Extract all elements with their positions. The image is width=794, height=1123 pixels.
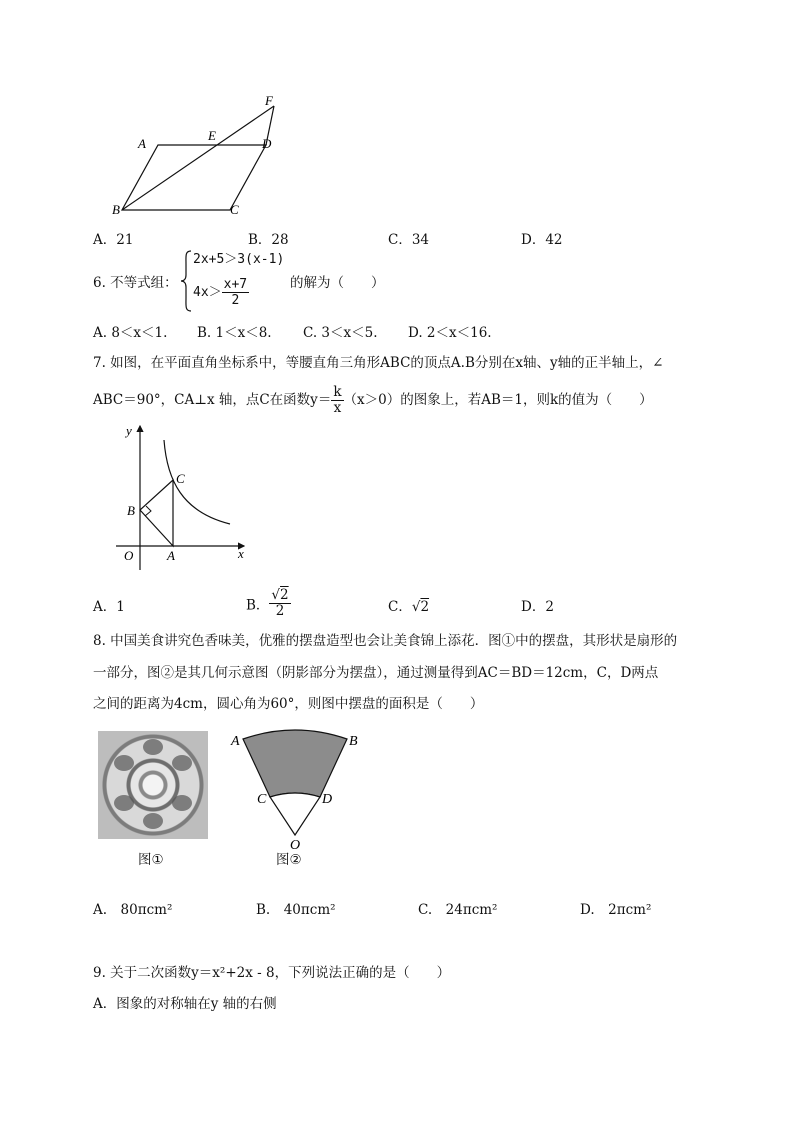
q8-option-d: D. 2πcm² bbox=[580, 902, 652, 918]
q6-line2 bbox=[193, 277, 249, 308]
q8-label-O: O bbox=[290, 838, 301, 850]
label-E: E bbox=[208, 128, 216, 143]
q6-frac-num: x+7 bbox=[223, 277, 248, 292]
q7-figure bbox=[112, 420, 262, 572]
q8-line3: 之间的距离为4cm，圆心角为60°，则图中摆盘的面积是（ ） bbox=[93, 696, 484, 712]
q7-option-c-radicand: 2 bbox=[420, 599, 430, 615]
q8-option-c: C. 24πcm² bbox=[418, 902, 498, 918]
q6-option-a: A. 8＜x＜1. bbox=[93, 325, 168, 341]
q6-suffix: 的解为（ ） bbox=[290, 275, 385, 291]
q7-frac-den: x bbox=[333, 400, 342, 416]
q7-label-x: x bbox=[238, 546, 244, 561]
q7-option-c-lead: C． bbox=[388, 599, 412, 615]
q5-option-d: D．42 bbox=[521, 232, 563, 248]
q6-frac-den: 2 bbox=[231, 293, 240, 308]
label-B: B bbox=[112, 202, 120, 217]
q9-line1: 9. 关于二次函数y＝x²+2x - 8，下列说法正确的是（ ） bbox=[93, 965, 451, 981]
q7-line1: 7. 如图，在平面直角坐标系中，等腰直角三角形ABC的顶点A.B分别在x轴、y轴的正半轴上，∠ bbox=[93, 355, 664, 371]
q7-label-C: C bbox=[176, 471, 185, 486]
q8-label-D: D bbox=[322, 792, 333, 807]
q8-label-A: A bbox=[231, 734, 240, 749]
q7-label-A: A bbox=[167, 548, 175, 563]
label-F: F bbox=[265, 93, 273, 108]
q7-frac-num: k bbox=[333, 384, 342, 400]
q8-caption-2: 图② bbox=[276, 852, 302, 868]
q7-label-O: O bbox=[124, 548, 134, 563]
q7-line2 bbox=[93, 385, 653, 416]
q6-fraction bbox=[222, 277, 249, 308]
q7-option-a: A．1 bbox=[93, 599, 125, 615]
q5-option-b: B．28 bbox=[248, 232, 289, 248]
label-D: D bbox=[262, 136, 272, 151]
q6-line2-lead: 4x＞ bbox=[193, 285, 222, 300]
q7-option-b-radicand: 2 bbox=[280, 587, 289, 603]
q7-option-b bbox=[246, 588, 291, 619]
q9-option-a: A．图象的对称轴在y 轴的右侧 bbox=[93, 996, 277, 1012]
q6-option-b: B. 1＜x＜8. bbox=[197, 325, 272, 341]
q6-option-c: C. 3＜x＜5. bbox=[303, 325, 378, 341]
q7-option-d: D．2 bbox=[521, 599, 554, 615]
q7-line2-a: ABC＝90°，CA⊥x 轴，点C在函数y＝ bbox=[93, 392, 332, 408]
label-A: A bbox=[138, 136, 146, 151]
q8-option-a: A. 80πcm² bbox=[93, 902, 173, 918]
q7-fraction bbox=[331, 385, 343, 416]
q8-label-C: C bbox=[257, 792, 267, 807]
q8-label-B: B bbox=[349, 734, 358, 749]
q7-option-b-frac bbox=[269, 588, 290, 619]
q6-line1: 2x+5＞3(x-1) bbox=[193, 252, 285, 267]
q6-prefix: 6. 不等式组： bbox=[93, 275, 178, 291]
q7-label-y: y bbox=[126, 423, 132, 438]
q7-option-b-lead: B． bbox=[246, 597, 270, 614]
q8-line2: 一部分，图②是其几何示意图（阴影部分为摆盘），通过测量得到AC＝BD＝12cm，C，D两点 bbox=[93, 665, 659, 681]
q5-option-a: A．21 bbox=[93, 232, 134, 248]
q8-line1: 8. 中国美食讲究色香味美，优雅的摆盘造型也会让美食锦上添花．图①中的摆盘，其形状是扇形的 bbox=[93, 633, 678, 649]
label-C: C bbox=[230, 202, 239, 217]
q8-caption-1: 图① bbox=[138, 852, 164, 868]
q6-brace bbox=[180, 250, 192, 312]
q8-plate-photo bbox=[98, 731, 208, 839]
q8-option-b: B. 40πcm² bbox=[256, 902, 336, 918]
q7-option-b-den: 2 bbox=[275, 603, 285, 619]
q6-option-d: D. 2＜x＜16. bbox=[408, 325, 492, 341]
q5-figure bbox=[100, 90, 300, 220]
q7-option-b-num: √2 bbox=[271, 587, 289, 603]
q8-sector-figure bbox=[225, 725, 365, 850]
q7-option-c: C．√2 bbox=[388, 599, 430, 615]
q5-option-c: C．34 bbox=[388, 232, 430, 248]
q7-line2-b: （x＞0）的图象上，若AB＝1，则k的值为（ ） bbox=[343, 392, 653, 408]
q7-label-B: B bbox=[127, 503, 135, 518]
